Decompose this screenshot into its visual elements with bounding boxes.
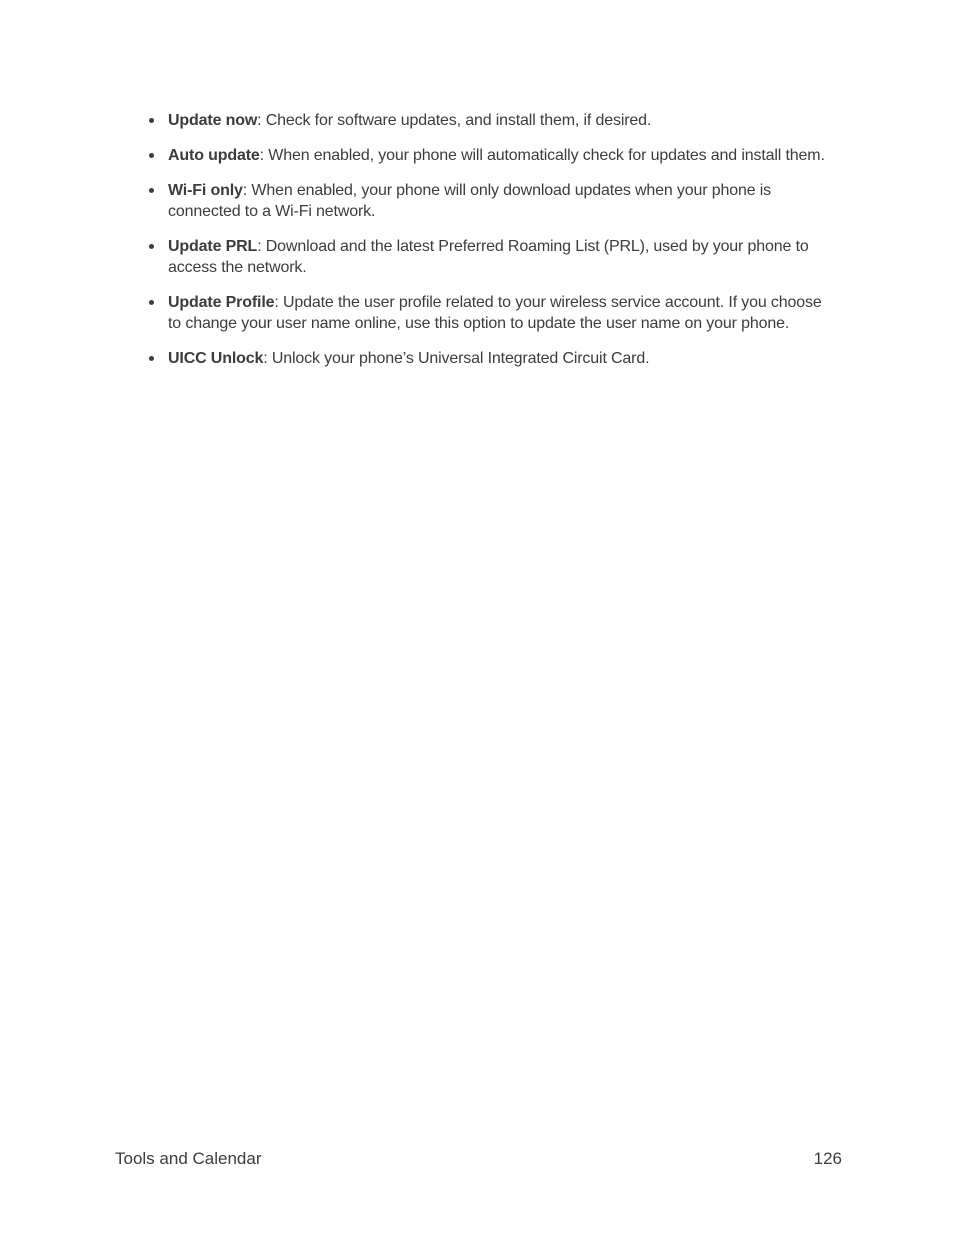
bullet-icon <box>149 118 154 123</box>
item-term: Update Profile <box>168 294 275 311</box>
footer-page-number: 126 <box>813 1149 842 1168</box>
list-item <box>148 292 838 334</box>
item-term: Update now <box>168 112 258 129</box>
item-description: : When enabled, your phone will only download updates when your phone is connected to a Wi-Fi network. <box>168 182 772 220</box>
page-footer <box>115 1149 842 1171</box>
bullet-icon <box>149 188 154 193</box>
bullet-icon <box>149 244 154 249</box>
item-term: Wi-Fi only <box>168 182 243 199</box>
list-item <box>148 110 838 131</box>
item-description: : Unlock your phone’s Universal Integrated Circuit Card. <box>263 350 650 367</box>
list-item <box>148 236 838 278</box>
list-item <box>148 348 838 369</box>
item-description: : Check for software updates, and install them, if desired. <box>257 112 652 129</box>
item-description: : Update the user profile related to your wireless service account. If you choose to change your user name online, use this option to update the user name on your phone. <box>168 294 822 332</box>
settings-bullet-list <box>148 110 838 383</box>
bullet-icon <box>149 153 154 158</box>
item-term: Auto update <box>168 147 260 164</box>
footer-section-title: Tools and Calendar <box>115 1149 262 1168</box>
item-description: : When enabled, your phone will automatically check for updates and install them. <box>259 147 825 164</box>
list-item <box>148 180 838 222</box>
item-term: UICC Unlock <box>168 350 264 367</box>
list-item <box>148 145 838 166</box>
bullet-icon <box>149 300 154 305</box>
item-description: : Download and the latest Preferred Roaming List (PRL), used by your phone to access the network. <box>168 238 809 276</box>
bullet-icon <box>149 356 154 361</box>
item-term: Update PRL <box>168 238 258 255</box>
